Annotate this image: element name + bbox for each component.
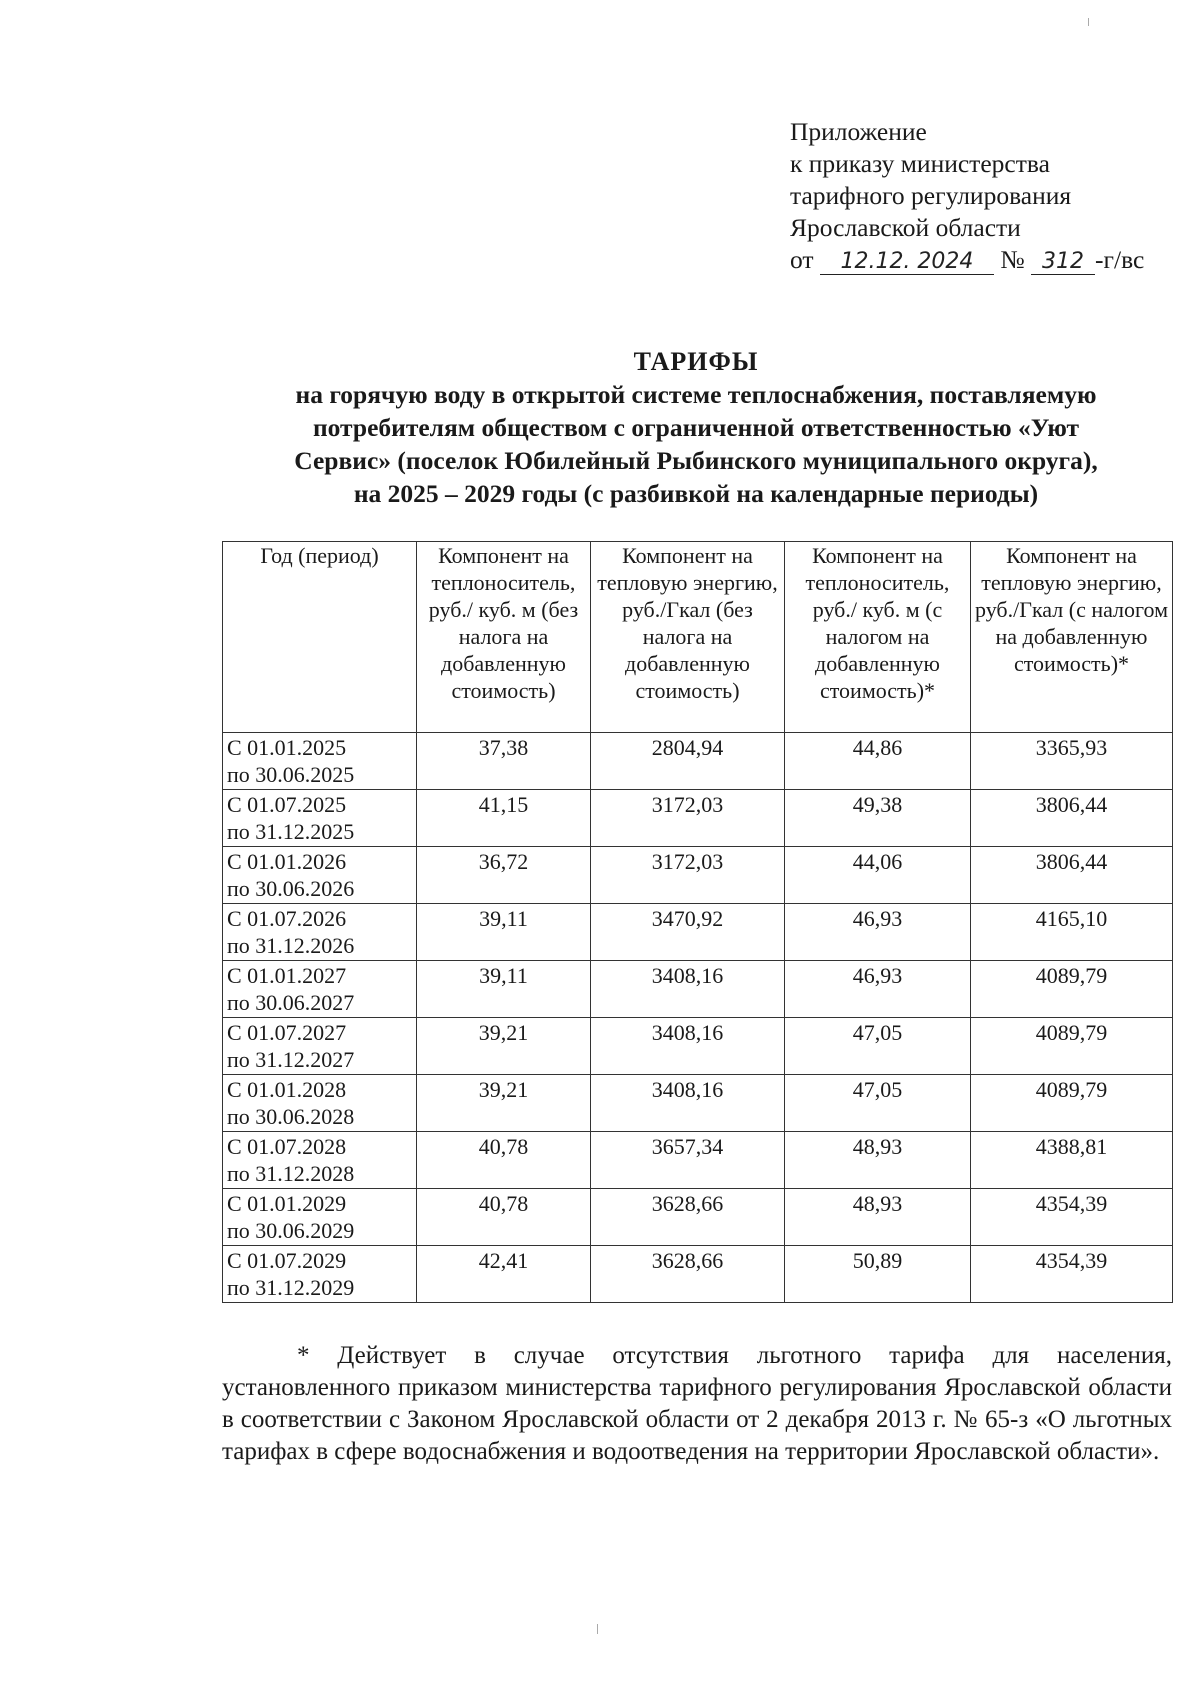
title-line-1: на горячую воду в открытой системе теплоснабжения, поставляемую: [295, 380, 1097, 409]
cell-carrier-no-vat: 40,78: [417, 1189, 591, 1246]
table-header-row: [223, 542, 1173, 733]
cell-carrier-no-vat: 40,78: [417, 1132, 591, 1189]
period-cell: С 01.01.2027 по 30.06.2027: [223, 961, 417, 1018]
period-cell: С 01.07.2027 по 31.12.2027: [223, 1018, 417, 1075]
cell-carrier-no-vat: 39,11: [417, 904, 591, 961]
scan-mark: [597, 1624, 598, 1634]
table-row: [223, 1018, 1173, 1075]
scan-mark: [1088, 18, 1089, 26]
period-cell: С 01.01.2029 по 30.06.2029: [223, 1189, 417, 1246]
header-energy-no-vat: Компонент на тепловую энергию, руб./Гкал (без налога на добавленную стоимость): [591, 542, 785, 733]
cell-energy-vat: 3806,44: [971, 847, 1173, 904]
table-row: [223, 1189, 1173, 1246]
cell-carrier-no-vat: 41,15: [417, 790, 591, 847]
period-cell: С 01.01.2025 по 30.06.2025: [223, 733, 417, 790]
period-cell: С 01.07.2028 по 31.12.2028: [223, 1132, 417, 1189]
cell-energy-vat: 4388,81: [971, 1132, 1173, 1189]
cell-carrier-no-vat: 36,72: [417, 847, 591, 904]
appendix-line-2: к приказу министерства: [790, 149, 1050, 178]
cell-carrier-vat: 44,86: [785, 733, 971, 790]
header-period: Год (период): [223, 542, 417, 733]
cell-energy-vat: 4089,79: [971, 1018, 1173, 1075]
header-carrier-vat: Компонент на теплоноситель, руб./ куб. м (с налогом на добавленную стоимость)*: [785, 542, 971, 733]
cell-energy-no-vat: 3628,66: [591, 1189, 785, 1246]
table-row: [223, 733, 1173, 790]
cell-energy-no-vat: 3172,03: [591, 790, 785, 847]
cell-energy-vat: 4354,39: [971, 1246, 1173, 1303]
footnote: * Действует в случае отсутствия льготного тарифа для населения, установленного приказом министерства тарифного регулирования Ярославской области в соответствии с Законом Ярославской области от 2 декабря 2013 г. № 65-з «О льготных тарифах в сфере водоснабжения и водоотведения на территории Ярославской области».: [222, 1342, 1172, 1465]
cell-carrier-no-vat: 42,41: [417, 1246, 591, 1303]
appendix-line-4: Ярославской области: [790, 213, 1021, 242]
cell-energy-vat: 4089,79: [971, 961, 1173, 1018]
cell-energy-vat: 4354,39: [971, 1189, 1173, 1246]
cell-carrier-vat: 48,93: [785, 1189, 971, 1246]
tariffs-table: [222, 541, 1173, 1303]
period-cell: С 01.07.2026 по 31.12.2026: [223, 904, 417, 961]
number-prefix: №: [1000, 245, 1025, 274]
title-main: ТАРИФЫ: [633, 347, 759, 376]
cell-carrier-vat: 48,93: [785, 1132, 971, 1189]
date-prefix: от: [790, 245, 814, 274]
title-line-2: потребителям обществом с ограниченной ответственностью «Уют: [312, 413, 1080, 442]
cell-energy-no-vat: 3408,16: [591, 1075, 785, 1132]
cell-energy-vat: 3365,93: [971, 733, 1173, 790]
number-suffix: -г/вс: [1095, 245, 1145, 274]
period-cell: С 01.07.2029 по 31.12.2029: [223, 1246, 417, 1303]
table-row: [223, 961, 1173, 1018]
appendix-date-line: [790, 244, 1144, 276]
cell-carrier-no-vat: 39,21: [417, 1075, 591, 1132]
appendix-line-3: тарифного регулирования: [790, 181, 1072, 210]
cell-carrier-no-vat: 39,21: [417, 1018, 591, 1075]
cell-energy-vat: 4165,10: [971, 904, 1173, 961]
table-row: [223, 847, 1173, 904]
cell-energy-no-vat: 3408,16: [591, 1018, 785, 1075]
cell-energy-no-vat: 3172,03: [591, 847, 785, 904]
table-row: [223, 1246, 1173, 1303]
cell-energy-vat: 3806,44: [971, 790, 1173, 847]
header-carrier-no-vat: Компонент на теплоноситель, руб./ куб. м (без налога на добавленную стоимость): [417, 542, 591, 733]
cell-energy-no-vat: 2804,94: [591, 733, 785, 790]
appendix-line-1: Приложение: [790, 117, 927, 146]
document-title: [220, 345, 1172, 510]
cell-carrier-no-vat: 39,11: [417, 961, 591, 1018]
table-row: [223, 1132, 1173, 1189]
handwritten-number: 312: [1031, 250, 1095, 275]
period-cell: С 01.01.2028 по 30.06.2028: [223, 1075, 417, 1132]
title-line-4: на 2025 – 2029 годы (с разбивкой на календарные периоды): [353, 479, 1039, 508]
cell-carrier-vat: 46,93: [785, 961, 971, 1018]
handwritten-date: 12.12. 2024: [820, 250, 994, 275]
cell-energy-no-vat: 3408,16: [591, 961, 785, 1018]
appendix-block: [790, 116, 1144, 276]
period-cell: С 01.01.2026 по 30.06.2026: [223, 847, 417, 904]
period-cell: С 01.07.2025 по 31.12.2025: [223, 790, 417, 847]
table-row: [223, 790, 1173, 847]
table-row: [223, 1075, 1173, 1132]
cell-energy-vat: 4089,79: [971, 1075, 1173, 1132]
cell-carrier-vat: 50,89: [785, 1246, 971, 1303]
cell-carrier-vat: 44,06: [785, 847, 971, 904]
cell-carrier-vat: 49,38: [785, 790, 971, 847]
cell-energy-no-vat: 3657,34: [591, 1132, 785, 1189]
cell-carrier-vat: 47,05: [785, 1018, 971, 1075]
header-energy-vat: Компонент на тепловую энергию, руб./Гкал (с налогом на добавленную стоимость)*: [971, 542, 1173, 733]
cell-carrier-vat: 47,05: [785, 1075, 971, 1132]
cell-carrier-vat: 46,93: [785, 904, 971, 961]
title-line-3: Сервис» (поселок Юбилейный Рыбинского муниципального округа),: [294, 446, 1098, 475]
cell-energy-no-vat: 3628,66: [591, 1246, 785, 1303]
cell-energy-no-vat: 3470,92: [591, 904, 785, 961]
cell-carrier-no-vat: 37,38: [417, 733, 591, 790]
table-row: [223, 904, 1173, 961]
